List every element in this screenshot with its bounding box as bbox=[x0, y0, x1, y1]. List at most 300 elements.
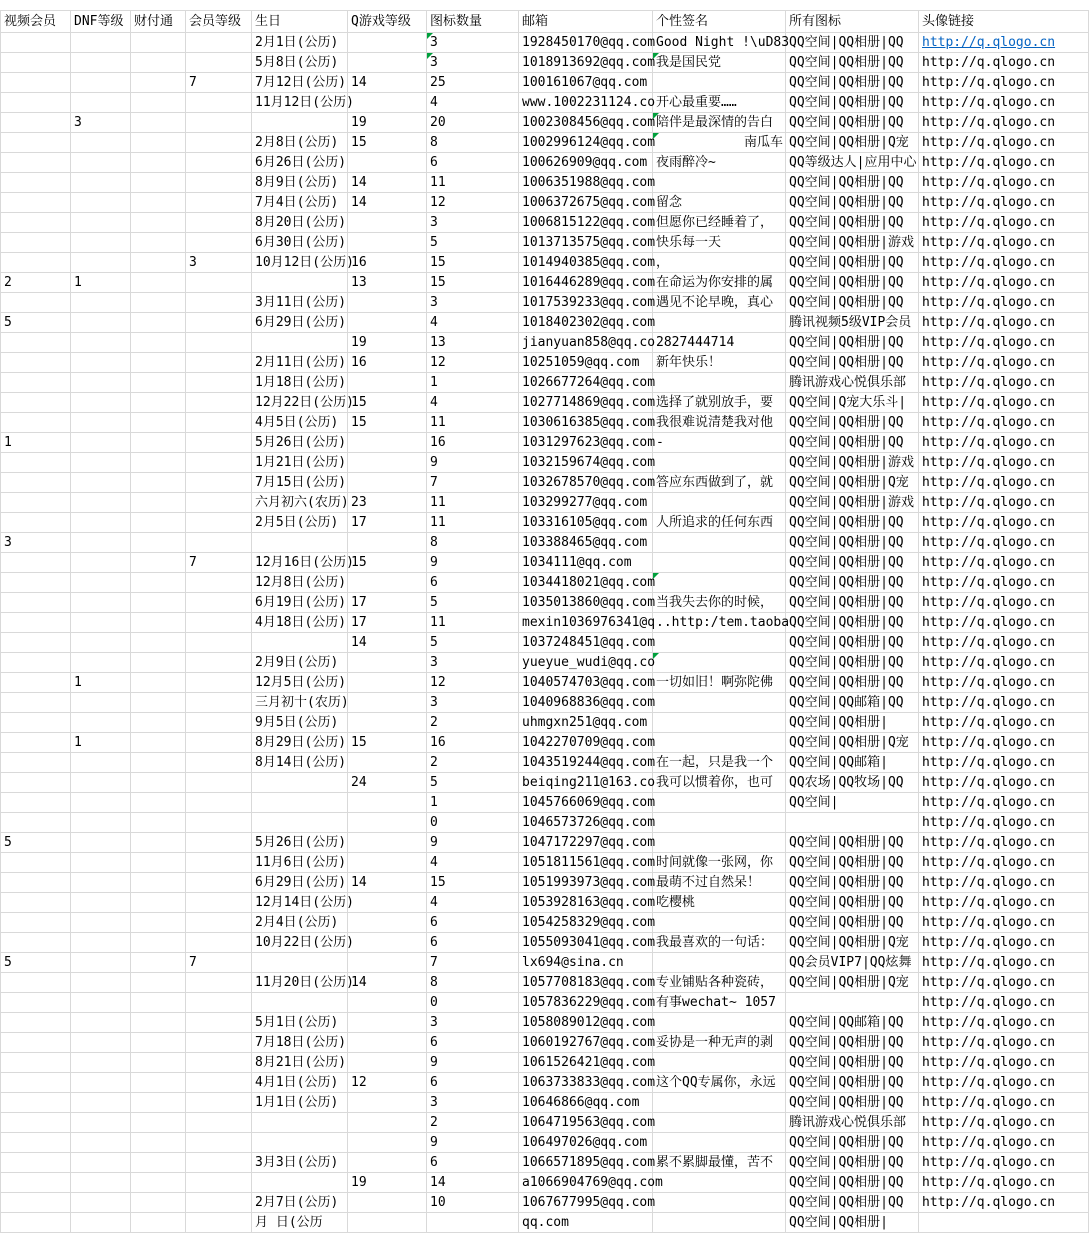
cell-s[interactable]: 答应东西做到了，就 bbox=[653, 473, 786, 493]
cell-v[interactable] bbox=[1, 1013, 71, 1033]
column-header-i[interactable]: 所有图标 bbox=[786, 11, 919, 33]
cell-q[interactable] bbox=[348, 1153, 427, 1173]
cell-b[interactable] bbox=[252, 993, 348, 1013]
cell-i[interactable]: QQ空间|QQ相册|QQ bbox=[786, 573, 919, 593]
cell-m[interactable] bbox=[186, 393, 252, 413]
cell-cf[interactable] bbox=[131, 73, 186, 93]
cell-cf[interactable] bbox=[131, 853, 186, 873]
cell-e[interactable]: 1032678570@qq.com bbox=[519, 473, 653, 493]
cell-n[interactable]: 2 bbox=[427, 753, 519, 773]
cell-i[interactable]: QQ等级达人|应用中心 bbox=[786, 153, 919, 173]
cell-s[interactable] bbox=[653, 793, 786, 813]
cell-q[interactable] bbox=[348, 313, 427, 333]
cell-q[interactable]: 15 bbox=[348, 733, 427, 753]
cell-b[interactable]: 10月12日(公历) bbox=[252, 253, 348, 273]
cell-i[interactable]: QQ农场|QQ牧场|QQ bbox=[786, 773, 919, 793]
cell-s[interactable]: 我很难说清楚我对他 bbox=[653, 413, 786, 433]
cell-s[interactable] bbox=[653, 1013, 786, 1033]
cell-v[interactable] bbox=[1, 233, 71, 253]
cell-a[interactable]: http://q.qlogo.cn bbox=[919, 93, 1089, 113]
cell-a[interactable]: http://q.qlogo.cn bbox=[919, 493, 1089, 513]
cell-v[interactable] bbox=[1, 873, 71, 893]
cell-n[interactable]: 9 bbox=[427, 453, 519, 473]
cell-e[interactable]: 1027714869@qq.com bbox=[519, 393, 653, 413]
cell-i[interactable]: 腾讯视频5级VIP会员 bbox=[786, 313, 919, 333]
cell-d[interactable]: 3 bbox=[71, 113, 131, 133]
cell-q[interactable]: 17 bbox=[348, 613, 427, 633]
cell-e[interactable]: 1014940385@qq.com bbox=[519, 253, 653, 273]
cell-q[interactable] bbox=[348, 93, 427, 113]
cell-m[interactable] bbox=[186, 333, 252, 353]
cell-q[interactable] bbox=[348, 373, 427, 393]
cell-a[interactable]: http://q.qlogo.cn bbox=[919, 133, 1089, 153]
cell-v[interactable] bbox=[1, 393, 71, 413]
cell-n[interactable]: 3 bbox=[427, 653, 519, 673]
cell-q[interactable] bbox=[348, 33, 427, 53]
cell-i[interactable]: QQ空间|QQ相册|QQ bbox=[786, 53, 919, 73]
cell-m[interactable] bbox=[186, 53, 252, 73]
cell-v[interactable] bbox=[1, 333, 71, 353]
cell-s[interactable] bbox=[653, 573, 786, 593]
cell-b[interactable]: 2月9日(公历) bbox=[252, 653, 348, 673]
cell-d[interactable] bbox=[71, 1013, 131, 1033]
cell-a[interactable]: http://q.qlogo.cn bbox=[919, 1113, 1089, 1133]
cell-s[interactable]: - bbox=[653, 433, 786, 453]
cell-s[interactable] bbox=[653, 813, 786, 833]
cell-a[interactable]: http://q.qlogo.cn bbox=[919, 393, 1089, 413]
cell-m[interactable] bbox=[186, 173, 252, 193]
cell-v[interactable] bbox=[1, 193, 71, 213]
cell-q[interactable] bbox=[348, 933, 427, 953]
cell-d[interactable] bbox=[71, 1213, 131, 1233]
cell-v[interactable] bbox=[1, 733, 71, 753]
cell-d[interactable] bbox=[71, 93, 131, 113]
cell-cf[interactable] bbox=[131, 933, 186, 953]
cell-s[interactable]: 2827444714 bbox=[653, 333, 786, 353]
cell-a[interactable]: http://q.qlogo.cn bbox=[919, 453, 1089, 473]
cell-e[interactable]: 1040968836@qq.com bbox=[519, 693, 653, 713]
cell-q[interactable] bbox=[348, 1213, 427, 1233]
cell-i[interactable]: QQ空间|QQ相册|QQ bbox=[786, 553, 919, 573]
cell-v[interactable] bbox=[1, 113, 71, 133]
cell-v[interactable] bbox=[1, 773, 71, 793]
cell-e[interactable]: 1066571895@qq.com bbox=[519, 1153, 653, 1173]
cell-i[interactable]: QQ空间|QQ相册|游戏 bbox=[786, 233, 919, 253]
cell-e[interactable]: jianyuan858@qq.co bbox=[519, 333, 653, 353]
cell-s[interactable]: 陪伴是最深情的告白 bbox=[653, 113, 786, 133]
cell-b[interactable]: 7月18日(公历) bbox=[252, 1033, 348, 1053]
cell-cf[interactable] bbox=[131, 793, 186, 813]
cell-n[interactable]: 4 bbox=[427, 893, 519, 913]
cell-q[interactable] bbox=[348, 993, 427, 1013]
cell-d[interactable] bbox=[71, 993, 131, 1013]
cell-i[interactable]: QQ空间|QQ邮箱|QQ bbox=[786, 693, 919, 713]
cell-e[interactable]: a1066904769@qq.com bbox=[519, 1173, 653, 1193]
cell-d[interactable] bbox=[71, 233, 131, 253]
cell-v[interactable] bbox=[1, 653, 71, 673]
cell-n[interactable]: 5 bbox=[427, 633, 519, 653]
cell-s[interactable]: 在一起，只是我一个 bbox=[653, 753, 786, 773]
cell-d[interactable] bbox=[71, 853, 131, 873]
cell-m[interactable] bbox=[186, 813, 252, 833]
cell-m[interactable] bbox=[186, 1113, 252, 1133]
cell-a[interactable]: http://q.qlogo.cn bbox=[919, 873, 1089, 893]
cell-n[interactable]: 9 bbox=[427, 1053, 519, 1073]
cell-q[interactable]: 14 bbox=[348, 193, 427, 213]
cell-cf[interactable] bbox=[131, 293, 186, 313]
cell-d[interactable] bbox=[71, 213, 131, 233]
cell-a[interactable]: http://q.qlogo.cn bbox=[919, 153, 1089, 173]
cell-m[interactable] bbox=[186, 973, 252, 993]
cell-e[interactable]: 1034418021@qq.com bbox=[519, 573, 653, 593]
cell-q[interactable]: 14 bbox=[348, 73, 427, 93]
cell-cf[interactable] bbox=[131, 993, 186, 1013]
cell-d[interactable] bbox=[71, 533, 131, 553]
cell-d[interactable] bbox=[71, 1113, 131, 1133]
cell-e[interactable]: www.1002231124.co bbox=[519, 93, 653, 113]
cell-s[interactable] bbox=[653, 553, 786, 573]
cell-v[interactable] bbox=[1, 293, 71, 313]
cell-e[interactable]: 100161067@qq.com bbox=[519, 73, 653, 93]
cell-i[interactable]: QQ空间|QQ相册|QQ bbox=[786, 353, 919, 373]
cell-i[interactable]: QQ空间|QQ相册|QQ bbox=[786, 213, 919, 233]
cell-s[interactable]: 我是国民党 bbox=[653, 53, 786, 73]
cell-n[interactable]: 6 bbox=[427, 913, 519, 933]
cell-cf[interactable] bbox=[131, 1193, 186, 1213]
cell-d[interactable] bbox=[71, 793, 131, 813]
cell-d[interactable]: 1 bbox=[71, 273, 131, 293]
cell-b[interactable]: 3月11日(公历) bbox=[252, 293, 348, 313]
cell-i[interactable]: QQ空间|QQ相册|Q宠 bbox=[786, 973, 919, 993]
cell-d[interactable] bbox=[71, 313, 131, 333]
cell-e[interactable]: 1002996124@qq.com bbox=[519, 133, 653, 153]
cell-d[interactable] bbox=[71, 1173, 131, 1193]
cell-i[interactable]: QQ空间|QQ相册|Q宠 bbox=[786, 733, 919, 753]
cell-i[interactable]: QQ空间|QQ相册|游戏 bbox=[786, 453, 919, 473]
cell-s[interactable]: 一切如旧！啊弥陀佛 bbox=[653, 673, 786, 693]
cell-i[interactable]: QQ空间|Q宠大乐斗| bbox=[786, 393, 919, 413]
cell-b[interactable]: 4月1日(公历) bbox=[252, 1073, 348, 1093]
cell-s[interactable]: 南瓜车 bbox=[653, 133, 786, 153]
cell-v[interactable] bbox=[1, 973, 71, 993]
cell-cf[interactable] bbox=[131, 633, 186, 653]
cell-s[interactable] bbox=[653, 453, 786, 473]
cell-s[interactable]: 夜雨醉冷~ bbox=[653, 153, 786, 173]
cell-m[interactable] bbox=[186, 773, 252, 793]
cell-q[interactable]: 19 bbox=[348, 1173, 427, 1193]
cell-q[interactable] bbox=[348, 1013, 427, 1033]
cell-m[interactable] bbox=[186, 353, 252, 373]
cell-q[interactable] bbox=[348, 533, 427, 553]
cell-a[interactable]: http://q.qlogo.cn bbox=[919, 1153, 1089, 1173]
cell-i[interactable]: QQ空间|QQ相册|Q宠 bbox=[786, 933, 919, 953]
cell-q[interactable] bbox=[348, 1053, 427, 1073]
cell-d[interactable] bbox=[71, 813, 131, 833]
cell-a[interactable]: http://q.qlogo.cn bbox=[919, 1193, 1089, 1213]
cell-q[interactable] bbox=[348, 913, 427, 933]
cell-q[interactable] bbox=[348, 233, 427, 253]
cell-s[interactable] bbox=[653, 1133, 786, 1153]
cell-q[interactable]: 16 bbox=[348, 253, 427, 273]
cell-i[interactable]: QQ空间|QQ相册|游戏 bbox=[786, 493, 919, 513]
cell-m[interactable] bbox=[186, 1213, 252, 1233]
cell-s[interactable] bbox=[653, 533, 786, 553]
cell-q[interactable] bbox=[348, 813, 427, 833]
cell-m[interactable]: 7 bbox=[186, 553, 252, 573]
cell-a[interactable]: http://q.qlogo.cn bbox=[919, 953, 1089, 973]
cell-s[interactable] bbox=[653, 713, 786, 733]
cell-e[interactable]: mexin1036976341@q bbox=[519, 613, 653, 633]
cell-b[interactable]: 1月18日(公历) bbox=[252, 373, 348, 393]
cell-m[interactable] bbox=[186, 653, 252, 673]
cell-v[interactable] bbox=[1, 753, 71, 773]
cell-b[interactable]: 1月21日(公历) bbox=[252, 453, 348, 473]
cell-e[interactable]: 1043519244@qq.com bbox=[519, 753, 653, 773]
cell-e[interactable]: 1031297623@qq.com bbox=[519, 433, 653, 453]
cell-i[interactable]: QQ空间|QQ相册|QQ bbox=[786, 1153, 919, 1173]
cell-q[interactable] bbox=[348, 713, 427, 733]
cell-n[interactable]: 12 bbox=[427, 193, 519, 213]
cell-d[interactable] bbox=[71, 933, 131, 953]
cell-b[interactable] bbox=[252, 1133, 348, 1153]
cell-s[interactable] bbox=[653, 1053, 786, 1073]
cell-a[interactable]: http://q.qlogo.cn bbox=[919, 933, 1089, 953]
cell-d[interactable] bbox=[71, 413, 131, 433]
cell-m[interactable] bbox=[186, 293, 252, 313]
cell-m[interactable] bbox=[186, 1093, 252, 1113]
cell-s[interactable] bbox=[653, 313, 786, 333]
cell-i[interactable]: QQ空间|QQ相册|QQ bbox=[786, 593, 919, 613]
cell-e[interactable]: 1042270709@qq.com bbox=[519, 733, 653, 753]
cell-b[interactable]: 10月22日(公历) bbox=[252, 933, 348, 953]
cell-n[interactable]: 16 bbox=[427, 733, 519, 753]
cell-d[interactable] bbox=[71, 173, 131, 193]
cell-b[interactable]: 6月29日(公历) bbox=[252, 873, 348, 893]
cell-v[interactable] bbox=[1, 453, 71, 473]
cell-m[interactable] bbox=[186, 513, 252, 533]
cell-v[interactable]: 2 bbox=[1, 273, 71, 293]
cell-cf[interactable] bbox=[131, 113, 186, 133]
cell-m[interactable] bbox=[186, 573, 252, 593]
cell-v[interactable] bbox=[1, 213, 71, 233]
cell-b[interactable] bbox=[252, 533, 348, 553]
cell-n[interactable]: 6 bbox=[427, 153, 519, 173]
cell-n[interactable]: 0 bbox=[427, 993, 519, 1013]
cell-n[interactable]: 3 bbox=[427, 293, 519, 313]
cell-cf[interactable] bbox=[131, 373, 186, 393]
cell-a[interactable]: http://q.qlogo.cn bbox=[919, 1013, 1089, 1033]
cell-e[interactable]: 1063733833@qq.com bbox=[519, 1073, 653, 1093]
cell-v[interactable] bbox=[1, 1133, 71, 1153]
cell-cf[interactable] bbox=[131, 1153, 186, 1173]
cell-s[interactable]: 累不累脚最懂，苦不 bbox=[653, 1153, 786, 1173]
cell-m[interactable] bbox=[186, 633, 252, 653]
cell-b[interactable]: 6月29日(公历) bbox=[252, 313, 348, 333]
cell-s[interactable]: 开心最重要…… bbox=[653, 93, 786, 113]
cell-e[interactable]: lx694@sina.cn bbox=[519, 953, 653, 973]
cell-s[interactable]: ， bbox=[653, 253, 786, 273]
cell-q[interactable]: 14 bbox=[348, 873, 427, 893]
cell-i[interactable]: QQ空间|QQ相册|QQ bbox=[786, 33, 919, 53]
cell-b[interactable]: 2月7日(公历) bbox=[252, 1193, 348, 1213]
cell-m[interactable] bbox=[186, 1073, 252, 1093]
cell-m[interactable] bbox=[186, 113, 252, 133]
cell-s[interactable] bbox=[653, 913, 786, 933]
cell-d[interactable] bbox=[71, 433, 131, 453]
cell-b[interactable]: 11月20日(公历) bbox=[252, 973, 348, 993]
cell-i[interactable]: QQ空间|QQ相册|QQ bbox=[786, 853, 919, 873]
cell-m[interactable] bbox=[186, 93, 252, 113]
cell-b[interactable]: 12月8日(公历) bbox=[252, 573, 348, 593]
cell-m[interactable] bbox=[186, 473, 252, 493]
cell-e[interactable]: 1040574703@qq.com bbox=[519, 673, 653, 693]
cell-v[interactable] bbox=[1, 1213, 71, 1233]
cell-n[interactable]: 10 bbox=[427, 1193, 519, 1213]
cell-a[interactable]: http://q.qlogo.cn bbox=[919, 373, 1089, 393]
cell-e[interactable]: 1054258329@qq.com bbox=[519, 913, 653, 933]
cell-i[interactable]: QQ空间|QQ相册| bbox=[786, 713, 919, 733]
cell-m[interactable] bbox=[186, 1193, 252, 1213]
cell-i[interactable]: QQ空间|QQ相册|QQ bbox=[786, 1173, 919, 1193]
cell-s[interactable]: 留念 bbox=[653, 193, 786, 213]
cell-e[interactable]: 1018402302@qq.com bbox=[519, 313, 653, 333]
cell-n[interactable]: 8 bbox=[427, 973, 519, 993]
cell-cf[interactable] bbox=[131, 313, 186, 333]
cell-n[interactable]: 8 bbox=[427, 533, 519, 553]
cell-d[interactable] bbox=[71, 1093, 131, 1113]
cell-cf[interactable] bbox=[131, 133, 186, 153]
cell-s[interactable]: 专业铺贴各种瓷砖， bbox=[653, 973, 786, 993]
cell-i[interactable]: QQ空间|QQ相册|QQ bbox=[786, 1073, 919, 1093]
cell-d[interactable] bbox=[71, 473, 131, 493]
cell-e[interactable]: 1018913692@qq.com bbox=[519, 53, 653, 73]
cell-e[interactable]: 1034111@qq.com bbox=[519, 553, 653, 573]
cell-e[interactable]: 1055093041@qq.com bbox=[519, 933, 653, 953]
cell-m[interactable] bbox=[186, 1053, 252, 1073]
cell-q[interactable] bbox=[348, 53, 427, 73]
cell-a[interactable]: http://q.qlogo.cn bbox=[919, 853, 1089, 873]
cell-v[interactable] bbox=[1, 1173, 71, 1193]
cell-e[interactable]: 1058089012@qq.com bbox=[519, 1013, 653, 1033]
cell-q[interactable]: 15 bbox=[348, 553, 427, 573]
cell-cf[interactable] bbox=[131, 533, 186, 553]
cell-n[interactable]: 14 bbox=[427, 1173, 519, 1193]
column-header-b[interactable]: 生日 bbox=[252, 11, 348, 33]
cell-d[interactable]: 1 bbox=[71, 673, 131, 693]
cell-d[interactable] bbox=[71, 713, 131, 733]
cell-n[interactable]: 3 bbox=[427, 1013, 519, 1033]
cell-i[interactable]: QQ空间|QQ相册|QQ bbox=[786, 1053, 919, 1073]
cell-e[interactable]: 1013713575@qq.com bbox=[519, 233, 653, 253]
cell-s[interactable]: 妥协是一种无声的剥 bbox=[653, 1033, 786, 1053]
cell-n[interactable]: 20 bbox=[427, 113, 519, 133]
cell-d[interactable] bbox=[71, 33, 131, 53]
cell-e[interactable]: 1057708183@qq.com bbox=[519, 973, 653, 993]
cell-cf[interactable] bbox=[131, 353, 186, 373]
cell-n[interactable]: 8 bbox=[427, 133, 519, 153]
cell-q[interactable] bbox=[348, 693, 427, 713]
cell-m[interactable] bbox=[186, 433, 252, 453]
cell-d[interactable] bbox=[71, 1153, 131, 1173]
cell-n[interactable]: 0 bbox=[427, 813, 519, 833]
cell-m[interactable] bbox=[186, 1153, 252, 1173]
cell-b[interactable]: 2月8日(公历) bbox=[252, 133, 348, 153]
cell-v[interactable] bbox=[1, 573, 71, 593]
cell-e[interactable]: 1064719563@qq.com bbox=[519, 1113, 653, 1133]
cell-d[interactable]: 1 bbox=[71, 733, 131, 753]
cell-i[interactable]: QQ空间|QQ相册|QQ bbox=[786, 113, 919, 133]
cell-s[interactable]: 这个QQ专属你，永远 bbox=[653, 1073, 786, 1093]
cell-n[interactable]: 1 bbox=[427, 373, 519, 393]
cell-q[interactable] bbox=[348, 753, 427, 773]
cell-m[interactable] bbox=[186, 933, 252, 953]
column-header-cf[interactable]: 财付通 bbox=[131, 11, 186, 33]
cell-a[interactable]: http://q.qlogo.cn bbox=[919, 833, 1089, 853]
cell-cf[interactable] bbox=[131, 273, 186, 293]
cell-i[interactable]: QQ空间|QQ相册|QQ bbox=[786, 513, 919, 533]
cell-v[interactable] bbox=[1, 1193, 71, 1213]
cell-m[interactable] bbox=[186, 1013, 252, 1033]
cell-a[interactable]: http://q.qlogo.cn bbox=[919, 353, 1089, 373]
cell-cf[interactable] bbox=[131, 1093, 186, 1113]
cell-m[interactable] bbox=[186, 233, 252, 253]
cell-d[interactable] bbox=[71, 913, 131, 933]
cell-m[interactable] bbox=[186, 873, 252, 893]
cell-s[interactable]: 时间就像一张网，你 bbox=[653, 853, 786, 873]
cell-i[interactable] bbox=[786, 813, 919, 833]
cell-s[interactable]: 但愿你已经睡着了， bbox=[653, 213, 786, 233]
cell-cf[interactable] bbox=[131, 1213, 186, 1233]
cell-m[interactable] bbox=[186, 493, 252, 513]
cell-b[interactable]: 7月12日(公历) bbox=[252, 73, 348, 93]
cell-cf[interactable] bbox=[131, 573, 186, 593]
cell-d[interactable] bbox=[71, 293, 131, 313]
cell-i[interactable]: QQ空间|QQ相册|QQ bbox=[786, 73, 919, 93]
cell-s[interactable] bbox=[653, 1113, 786, 1133]
cell-m[interactable] bbox=[186, 753, 252, 773]
cell-b[interactable] bbox=[252, 273, 348, 293]
cell-b[interactable] bbox=[252, 633, 348, 653]
cell-v[interactable] bbox=[1, 133, 71, 153]
cell-e[interactable]: qq.com bbox=[519, 1213, 653, 1233]
cell-s[interactable] bbox=[653, 173, 786, 193]
cell-d[interactable] bbox=[71, 333, 131, 353]
cell-d[interactable] bbox=[71, 393, 131, 413]
cell-b[interactable] bbox=[252, 813, 348, 833]
cell-e[interactable]: 100626909@qq.com bbox=[519, 153, 653, 173]
cell-e[interactable]: 1035013860@qq.com bbox=[519, 593, 653, 613]
cell-b[interactable]: 5月26日(公历) bbox=[252, 433, 348, 453]
cell-v[interactable] bbox=[1, 1113, 71, 1133]
cell-s[interactable]: 新年快乐！ bbox=[653, 353, 786, 373]
cell-m[interactable] bbox=[186, 533, 252, 553]
cell-v[interactable] bbox=[1, 153, 71, 173]
cell-cf[interactable] bbox=[131, 713, 186, 733]
cell-e[interactable]: 1067677995@qq.com bbox=[519, 1193, 653, 1213]
cell-a[interactable]: http://q.qlogo.cn bbox=[919, 1053, 1089, 1073]
cell-e[interactable]: 1037248451@qq.com bbox=[519, 633, 653, 653]
cell-a[interactable]: http://q.qlogo.cn bbox=[919, 1033, 1089, 1053]
cell-n[interactable]: 13 bbox=[427, 333, 519, 353]
cell-cf[interactable] bbox=[131, 1053, 186, 1073]
cell-m[interactable] bbox=[186, 213, 252, 233]
cell-b[interactable]: 6月26日(公历) bbox=[252, 153, 348, 173]
cell-i[interactable]: QQ空间|QQ相册|QQ bbox=[786, 913, 919, 933]
cell-v[interactable]: 5 bbox=[1, 313, 71, 333]
cell-s[interactable] bbox=[653, 833, 786, 853]
cell-m[interactable] bbox=[186, 1133, 252, 1153]
cell-n[interactable]: 11 bbox=[427, 173, 519, 193]
